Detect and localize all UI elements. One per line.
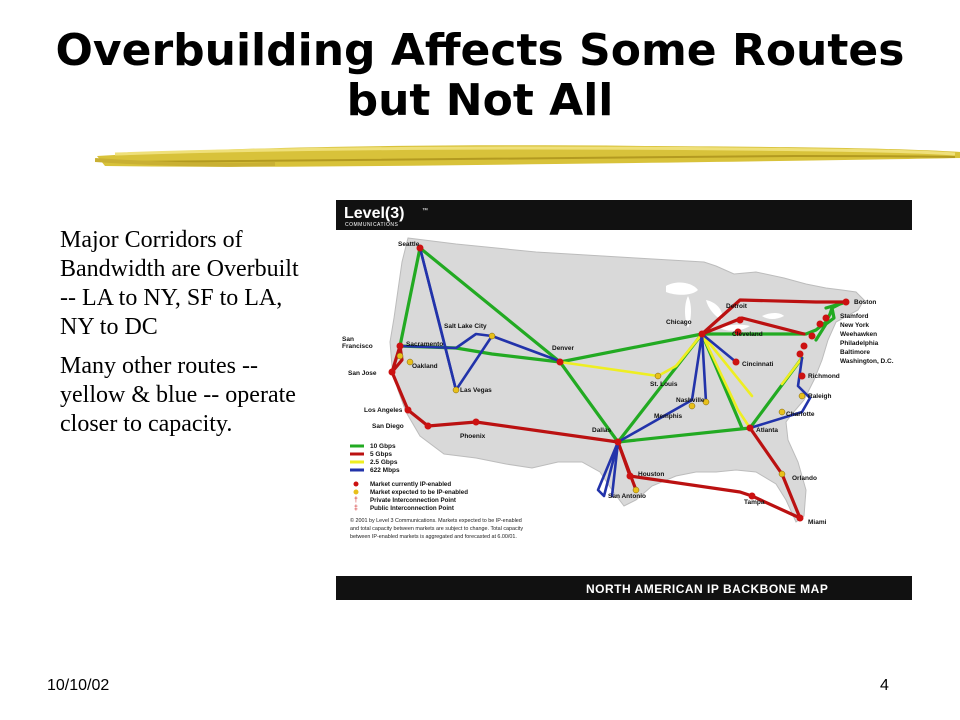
legend-label-5gbps: 5 Gbps — [370, 451, 393, 458]
legend-label-2-5gbps: 2.5 Gbps — [370, 459, 398, 466]
slide-title — [0, 26, 960, 126]
bullet-item: Major Corridors of Bandwidth are Overbuilt -- LA to NY, SF to LA, NY to DC — [60, 227, 299, 340]
disclaimer-line-3: between IP-enabled markets is aggregated and forecasted at 6.00/01. — [350, 534, 517, 540]
city-label-san-jose: San Jose — [348, 370, 377, 377]
page-number: 4 — [880, 677, 889, 694]
bullet-list — [60, 226, 310, 449]
city-label-memphis: Memphis — [654, 413, 683, 420]
title-line-1: Overbuilding Affects Some Routes — [55, 25, 905, 76]
brand-subtitle: COMMUNICATIONS — [345, 222, 399, 228]
city-label-tampa: Tampa — [744, 499, 765, 506]
title-underline-brushstroke — [95, 138, 960, 178]
city-label-seattle: Seattle — [398, 241, 420, 248]
city-label-los-angeles: Los Angeles — [364, 407, 403, 414]
legend-label-private: Private Interconnection Point — [370, 497, 456, 504]
city-label-san-francisco: San Francisco — [342, 336, 373, 350]
disclaimer-line-1: © 2001 by Level 3 Communications. Markets expected to be IP-enabled — [350, 518, 522, 524]
city-label-atlanta: Atlanta — [756, 427, 779, 434]
city-label-weehawken: Weehawken — [840, 331, 878, 338]
bullet-item: Many other routes -- yellow & blue -- operate closer to capacity. — [60, 353, 296, 437]
city-label-miami: Miami — [808, 519, 827, 526]
legend-marker-private: † — [354, 497, 358, 504]
footer-date: 10/10/02 — [47, 677, 110, 694]
map-header-bar — [336, 200, 912, 230]
legend-label-expected: Market expected to be IP-enabled — [370, 489, 468, 496]
city-label-sacramento: Sacramento — [406, 341, 444, 348]
map-svg — [336, 200, 912, 600]
city-label-dallas: Dallas — [592, 427, 612, 434]
brand-tm: ™ — [422, 208, 428, 214]
city-label-san-antonio: San Antonio — [608, 493, 647, 500]
city-label-houston: Houston — [638, 471, 665, 478]
city-label-washington: Washington, D.C. — [840, 358, 894, 365]
city-label-charlotte: Charlotte — [786, 411, 815, 418]
city-label-boston: Boston — [854, 299, 877, 306]
city-label-chicago: Chicago — [666, 319, 692, 326]
city-label-new-york: New York — [840, 322, 870, 329]
disclaimer-line-2: and total capacity between markets are subject to change. Total capacity — [350, 526, 524, 532]
city-label-phoenix: Phoenix — [460, 433, 486, 440]
title-line-2: but Not All — [346, 75, 614, 126]
city-label-st-louis: St. Louis — [650, 381, 678, 388]
city-label-philadelphia: Philadelphia — [840, 340, 879, 347]
city-label-cleveland: Cleveland — [732, 331, 763, 338]
legend-label-current: Market currently IP-enabled — [370, 481, 452, 488]
city-label-raleigh: Raleigh — [808, 393, 832, 400]
city-label-orlando: Orlando — [792, 475, 817, 482]
brand-logo: Level(3) — [344, 205, 405, 222]
city-label-salt-lake-city: Salt Lake City — [444, 323, 487, 330]
city-label-richmond: Richmond — [808, 373, 840, 380]
city-label-stamford: Stamford — [840, 313, 869, 320]
city-label-nashville: Nashville — [676, 397, 705, 404]
city-label-denver: Denver — [552, 345, 575, 352]
map-banner-title: NORTH AMERICAN IP BACKBONE MAP — [586, 582, 829, 596]
city-label-oakland: Oakland — [412, 363, 438, 370]
city-label-detroit: Detroit — [726, 303, 747, 310]
city-label-las-vegas: Las Vegas — [460, 387, 492, 394]
legend-label-public: Public Interconnection Point — [370, 505, 454, 512]
city-label-san-diego: San Diego — [372, 423, 404, 430]
legend-label-10gbps: 10 Gbps — [370, 443, 396, 450]
legend-label-622mbps: 622 Mbps — [370, 467, 400, 474]
city-label-baltimore: Baltimore — [840, 349, 870, 356]
legend-marker-public: ‡ — [354, 505, 358, 512]
city-label-cincinnati: Cincinnati — [742, 361, 774, 368]
legend-marker-expected — [354, 490, 359, 495]
backbone-map — [336, 200, 912, 600]
legend-marker-current — [354, 482, 359, 487]
